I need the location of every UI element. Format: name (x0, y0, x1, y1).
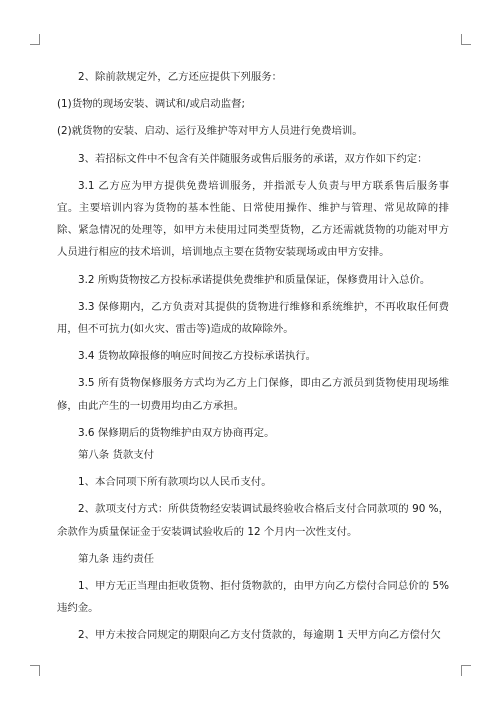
paragraph-article-9-1: 1、甲方无正当理由拒收货物、拒付货物款的，由甲方向乙方偿付合同总价的 5%违约金。 (57, 580, 449, 615)
paragraph-clause-3-5: 3.5 所有货物保修服务方式均为乙方上门保修，即由乙方派员到货物使用现场维修，由此产生的一切费用均由乙方承担。 (57, 377, 449, 412)
document-body (57, 66, 449, 647)
crop-mark-bottom-right (461, 665, 471, 676)
crop-mark-bottom-left (30, 665, 40, 676)
paragraph-article-8-2: 2、款项支付方式：所供货物经安装调试最终验收合格后支付合同款项的 90 %，余款作为质量保证金于安装调试验收后的 12 个月内一次性支付。 (57, 503, 449, 538)
paragraph-service-1: (1)货物的现场安装、调试和/或启动监督; (57, 98, 245, 111)
paragraph-clause-3-6: 3.6 保修期后的货物维护由双方协商再定。 (78, 426, 275, 439)
paragraph-article-8-1: 1、本合同项下所有款项均以人民币支付。 (78, 476, 272, 489)
paragraph-clause-3-2: 3.2 所购货物按乙方投标承诺提供免费维护和质量保证，保修费用计入总价。 (78, 273, 431, 286)
crop-mark-top-right (461, 34, 471, 45)
paragraph-services-intro: 2、除前款规定外，乙方还应提供下列服务： (78, 71, 283, 83)
crop-mark-top-left (30, 34, 40, 45)
paragraph-clause-3-4: 3.4 货物故障报修的响应时间按乙方投标承诺执行。 (78, 350, 317, 363)
paragraph-service-2: (2)就货物的安装、启动、运行及维护等对甲方人员进行免费培训。 (57, 125, 363, 138)
paragraph-clause-3-1: 3.1 乙方应为甲方提供免费培训服务，并指派专人负责与甲方联系售后服务事宜。主要培训内容为货物的基本性能、日常使用操作、维护与管理、常见故障的排除、紧急情况的处理等，如甲方未使用过同类型货物，乙方还需就货物的功能对甲方人员进行相应的技术培训，培训地点主要在货物安装现场或由甲方安排。 (57, 179, 449, 259)
heading-article-9: 第九条 违约责任 (78, 552, 155, 565)
paragraph-clause-3-3: 3.3 保修期内，乙方负责对其提供的货物进行维修和系统维护，不再收取任何费用，但不可抗力(如火灾、雷击等)造成的故障除外。 (57, 300, 449, 336)
paragraph-article-9-2: 2、甲方未按合同规定的期限向乙方支付货款的，每逾期 1 天甲方向乙方偿付欠 (78, 629, 441, 642)
heading-article-8: 第八条 货款支付 (78, 449, 155, 462)
paragraph-clause-3: 3、若招标文件中不包含有关伴随服务或售后服务的承诺，双方作如下约定： (78, 152, 428, 165)
